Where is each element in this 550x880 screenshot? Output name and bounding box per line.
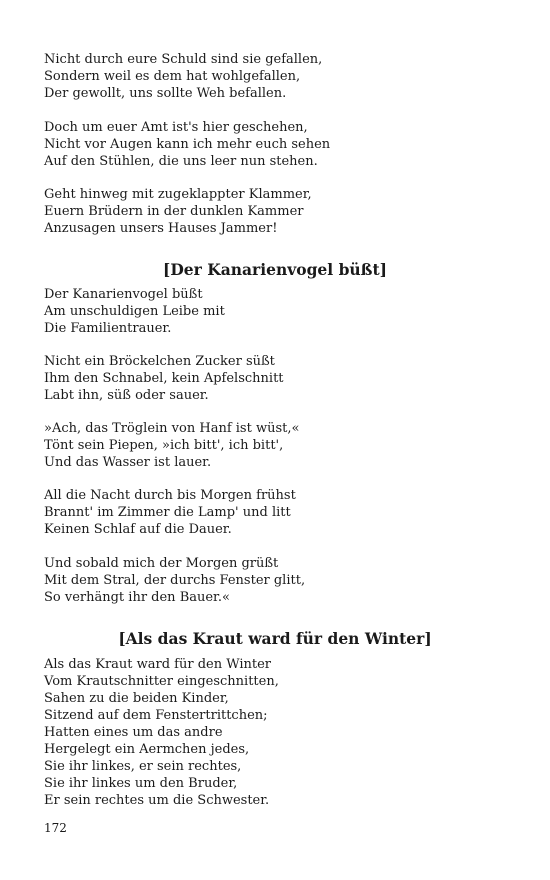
verse-line: Sondern weil es dem hat wohlgefallen, [44,69,301,84]
verse-line: Nicht ein Bröckelchen Zucker süßt [44,354,275,369]
verse-line: Er sein rechtes um die Schwester. [44,793,270,808]
verse-line: Keinen Schlaf auf die Dauer. [44,522,232,537]
page-number: 172 [44,821,67,835]
verse-line: Labt ihn, süß oder sauer. [44,388,209,403]
poem2-stanza-3 [44,420,514,471]
verse-line: Auf den Stühlen, die uns leer nun stehen. [44,154,318,169]
poem1-stanza-3 [44,186,514,237]
verse-line: Nicht durch eure Schuld sind sie gefallen, [44,52,323,67]
verse-line: Tönt sein Piepen, »ich bitt', ich bitt', [44,438,284,453]
poem-title: [Der Kanarienvogel büßt] [163,260,387,279]
verse-line: Und das Wasser ist lauer. [44,455,212,470]
verse-line: Hergelegt ein Aermchen jedes, [44,742,250,757]
verse-line: Und sobald mich der Morgen grüßt [44,556,279,571]
poem1-stanza-2 [44,119,514,170]
verse-line: Sie ihr linkes um den Bruder, [44,776,238,791]
verse-line: So verhängt ihr den Bauer.« [44,590,230,605]
poem2-stanza-4 [44,487,514,538]
verse-line: Als das Kraut ward für den Winter [44,657,272,672]
verse-line: Sahen zu die beiden Kinder, [44,691,229,706]
verse-line: Mit dem Stral, der durchs Fenster glitt, [44,573,306,588]
verse-line: Der gewollt, uns sollte Weh befallen. [44,86,287,101]
verse-line: Sitzend auf dem Fenstertrittchen; [44,708,268,723]
verse-line: Am unschuldigen Leibe mit [44,304,225,319]
poem2-stanza-1 [44,286,514,337]
verse-line: Sie ihr linkes, er sein rechtes, [44,759,242,774]
poem-title: [Als das Kraut ward für den Winter] [118,629,432,648]
verse-line: Hatten eines um das andre [44,725,223,740]
verse-line: All die Nacht durch bis Morgen frühst [44,488,296,503]
poem3-stanza-1 [44,656,514,809]
verse-line: Euern Brüdern in der dunklen Kammer [44,204,304,219]
verse-line: Doch um euer Amt ist's hier geschehen, [44,120,308,135]
poem2-stanza-5 [44,555,514,606]
verse-line: »Ach, das Tröglein von Hanf ist wüst,« [44,421,300,436]
verse-line: Anzusagen unsers Hauses Jammer! [44,221,278,236]
verse-line: Nicht vor Augen kann ich mehr euch sehen [44,137,331,152]
poem1-stanza-1 [44,51,514,102]
verse-line: Brannt' im Zimmer die Lamp' und litt [44,505,291,520]
verse-line: Die Familientrauer. [44,321,172,336]
verse-line: Vom Krautschnitter eingeschnitten, [44,674,279,689]
poem2-stanza-2 [44,353,514,404]
verse-line: Geht hinweg mit zugeklappter Klammer, [44,187,312,202]
verse-line: Der Kanarienvogel büßt [44,287,203,302]
verse-line: Ihm den Schnabel, kein Apfelschnitt [44,371,284,386]
